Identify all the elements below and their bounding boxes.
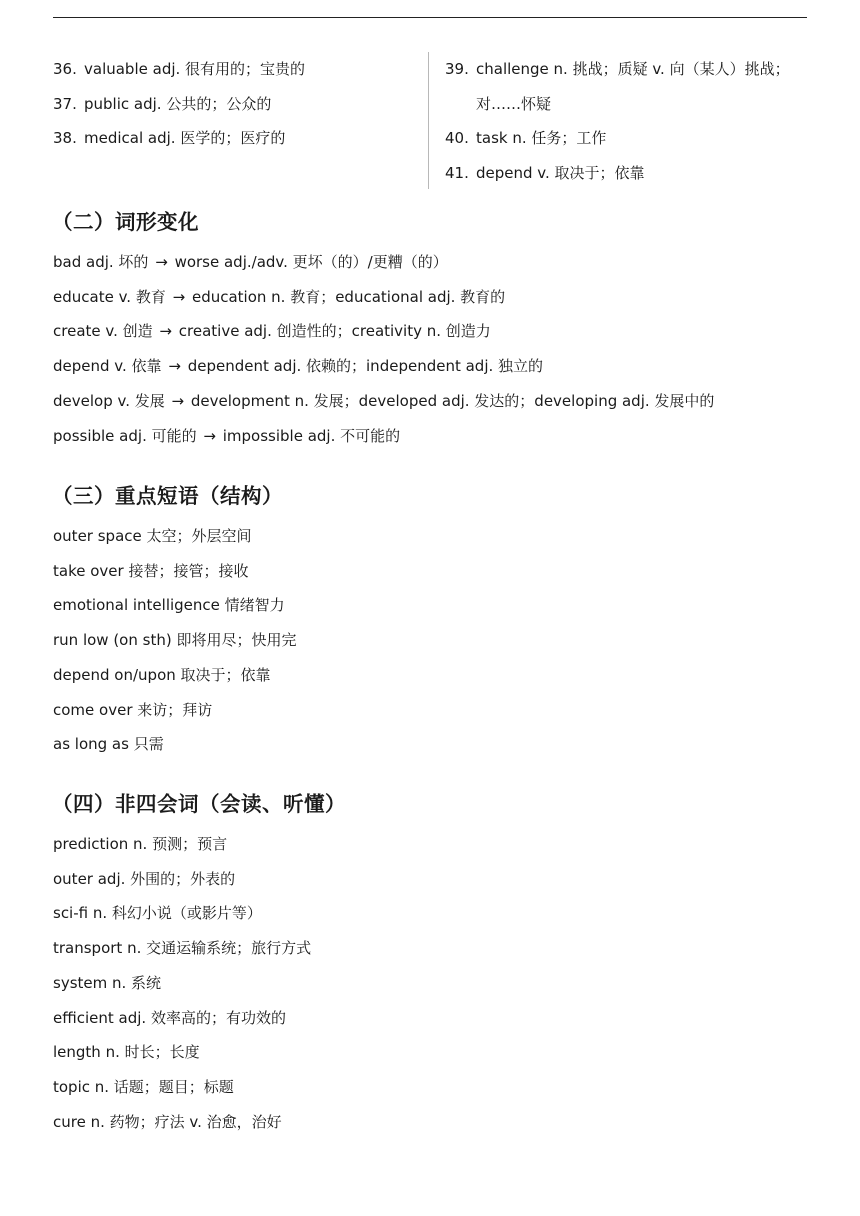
arrow-right-icon: → (155, 253, 168, 271)
derived-word: impossible adj. 不可能的 (222, 426, 401, 445)
derived-word: worse adj./adv. 更坏（的）/更糟（的） (174, 253, 448, 271)
base-word: create v. 创造 (53, 322, 153, 341)
phrase-line: as long as 只需 (53, 735, 164, 754)
word-line: sci-fi n. 科幻小说（或影片等） (53, 904, 262, 923)
vocab-entry (53, 87, 423, 122)
word-form-line (53, 419, 807, 454)
section-heading-word-forms: （二）词形变化 (52, 210, 199, 234)
word-line: length n. 时长；长度 (53, 1043, 200, 1062)
vocab-entry (53, 52, 423, 87)
arrow-right-icon: → (172, 287, 186, 306)
entry-number: 37. (53, 94, 77, 113)
key-phrases-list (53, 519, 807, 762)
derived-word: creative adj. 创造性的；creativity n. 创造力 (178, 322, 491, 341)
word-form-line (53, 349, 807, 384)
base-word: educate v. 教育 (53, 287, 166, 306)
word-forms-list (53, 245, 807, 453)
entry-number: 41. (445, 164, 469, 183)
base-word: bad adj. 坏的 (53, 253, 149, 271)
arrow-right-icon: → (168, 357, 181, 376)
phrase-line: depend on/upon 取决于；依靠 (53, 665, 271, 684)
word-line: cure n. 药物；疗法 v. 治愈，治好 (53, 1112, 282, 1131)
word-line: efficient adj. 效率高的；有功效的 (53, 1008, 286, 1027)
section-heading-extra-words: （四）非四会词（会读、听懂） (52, 792, 346, 816)
word-line: outer adj. 外围的；外表的 (53, 869, 236, 888)
entry-number: 39. (445, 60, 469, 78)
phrase-line: run low (on sth) 即将用尽；快用完 (53, 631, 297, 650)
phrase-line: emotional intelligence 情绪智力 (53, 596, 285, 615)
vocab-column-right (445, 52, 807, 191)
entry-number: 40. (445, 129, 469, 148)
vocab-entry (445, 156, 807, 191)
word-line: prediction n. 预测；预言 (53, 835, 228, 853)
entry-text: task n. 任务；工作 (476, 129, 607, 148)
derived-word: dependent adj. 依赖的；independent adj. 独立的 (187, 357, 544, 376)
base-word: develop v. 发展 (53, 391, 165, 410)
word-form-line (53, 314, 807, 349)
vocab-column-left (53, 52, 423, 156)
base-word: possible adj. 可能的 (53, 426, 197, 445)
column-divider (428, 52, 429, 189)
entry-text: valuable adj. 很有用的；宝贵的 (84, 60, 306, 78)
word-form-line (53, 245, 807, 280)
entry-number: 36. (53, 60, 77, 78)
phrase-line: take over 接替；接管；接收 (53, 561, 249, 580)
section-heading-key-phrases: （三）重点短语（结构） (52, 484, 283, 508)
word-line: topic n. 话题；题目；标题 (53, 1077, 234, 1096)
vocab-entry (53, 121, 423, 156)
entry-text: medical adj. 医学的；医疗的 (84, 129, 286, 148)
arrow-right-icon: → (203, 426, 216, 445)
vocab-table (53, 52, 807, 189)
derived-word: development n. 发展；developed adj. 发达的；developing adj. 发展中的 (190, 391, 715, 410)
word-form-line (53, 280, 807, 315)
arrow-right-icon: → (159, 322, 172, 341)
entry-text: challenge n. 挑战；质疑 v. 向（某人）挑战；对……怀疑 (476, 60, 790, 113)
base-word: depend v. 依靠 (53, 357, 162, 376)
arrow-right-icon: → (171, 391, 185, 410)
vocab-entry (445, 121, 807, 156)
word-form-line (53, 384, 807, 419)
entry-text: public adj. 公共的；公众的 (84, 94, 272, 113)
word-line: transport n. 交通运输系统；旅行方式 (53, 939, 312, 958)
entry-number: 38. (53, 129, 77, 148)
word-line: system n. 系统 (53, 973, 162, 992)
phrase-line: outer space 太空；外层空间 (53, 527, 252, 545)
header-rule (53, 17, 807, 18)
derived-word: education n. 教育；educational adj. 教育的 (191, 287, 506, 306)
entry-text: depend v. 取决于；依靠 (476, 164, 645, 183)
phrase-line: come over 来访；拜访 (53, 700, 213, 719)
extra-words-list (53, 827, 807, 1139)
vocab-entry (445, 52, 807, 121)
